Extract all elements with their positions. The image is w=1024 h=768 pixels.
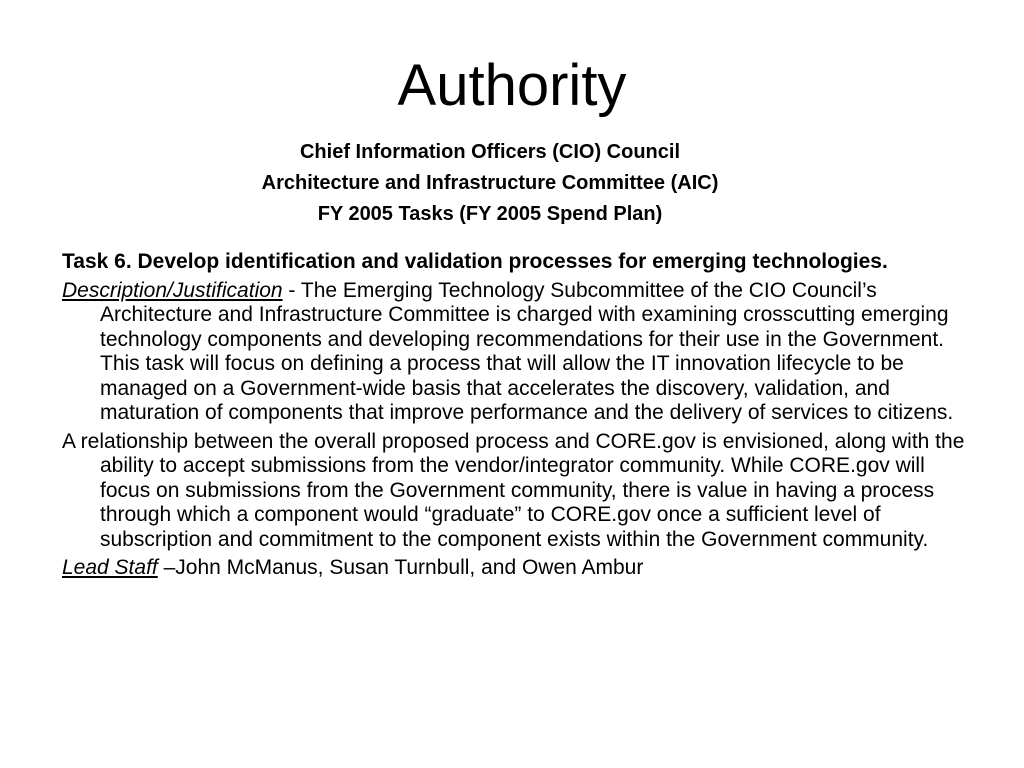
description-label: Description/Justification: [62, 278, 283, 302]
slide-subtitle: [0, 137, 980, 230]
lead-staff-text: –John McManus, Susan Turnbull, and Owen Ambur: [157, 556, 644, 579]
task-heading: Task 6. Develop identification and validation processes for emerging technologies.: [62, 250, 888, 273]
description-paragraph: [62, 279, 967, 426]
lead-staff-paragraph: [62, 556, 967, 581]
slide-body: [62, 250, 967, 585]
slide-title: Authority: [397, 53, 627, 118]
subtitle-line-3: FY 2005 Tasks (FY 2005 Spend Plan): [317, 203, 663, 225]
subtitle-line-2: Architecture and Infrastructure Committee (AIC): [261, 172, 719, 194]
description-text: - The Emerging Technology Subcommittee of the CIO Council’s Architecture and Infrastructure Committee is charged with examining crosscutting emerging technology components and developing recommendations for their use in the Government. This task will focus on defining a process that will allow the IT innovation lifecycle to be managed on a Government-wide basis that accelerates the discovery, validation, and maturation of components that improve performance and the delivery of services to citizens.: [100, 278, 954, 424]
subtitle-line-1: Chief Information Officers (CIO) Council: [299, 141, 680, 163]
relationship-paragraph: A relationship between the overall proposed process and CORE.gov is envisioned, along with the ability to accept submissions from the vendor/integrator community. While CORE.gov will focus on submissions from the Government community, there is value in having a process through which a component would “graduate” to CORE.gov once a sufficient level of subscription and commitment to the component exists within the Government community.: [62, 429, 965, 551]
lead-staff-label: Lead Staff: [62, 556, 158, 579]
